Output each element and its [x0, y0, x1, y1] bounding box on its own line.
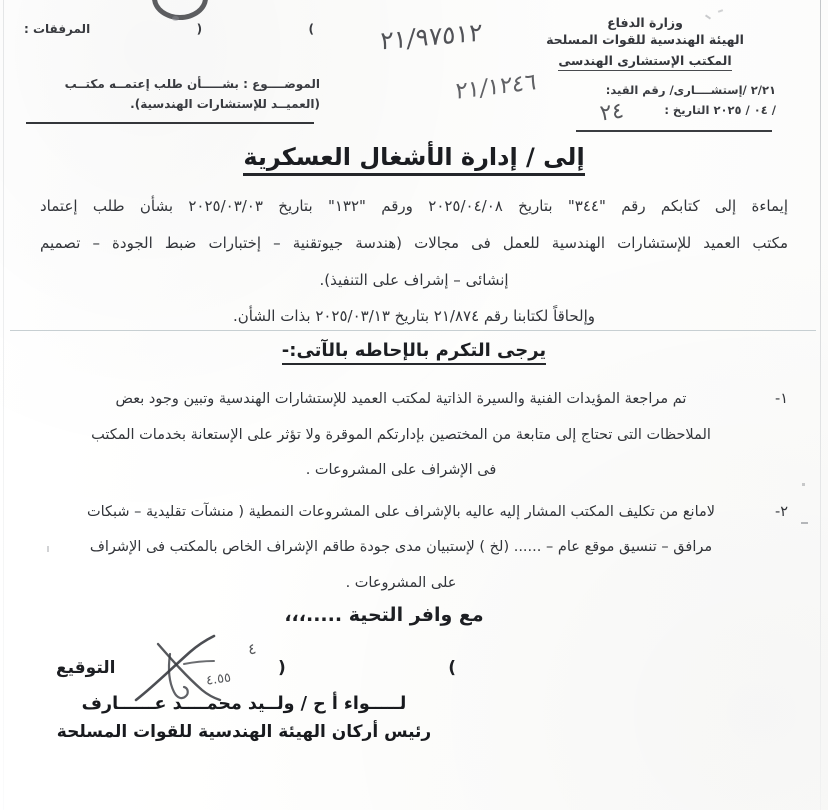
list-item-line: لامانع من تكليف المكتب المشار إليه عاليه بالإشراف على المشروعات النمطية ( منشآت تقليدية – شبكات [86, 503, 716, 520]
attachments-row [24, 22, 314, 36]
list-item-line: مرافق – تنسيق موقع عام – ...... (لخ ) لإستبيان مدى جودة طاقم الإشراف الخاص بالمكتب فى الإشراف [89, 539, 713, 556]
body-line: إيماءة إلى كتابكم رقم "٣٤٤" بتاريخ ٢٠٢٥/٠٤/٠٨ ورقم "١٣٢" بتاريخ ٢٠٢٥/٠٣/٠٣ بشأن طلب إعتماد [40, 197, 789, 215]
attachments-label: المرفقات : [24, 22, 91, 36]
numbered-items-list [40, 382, 788, 607]
body-line: وإلحاقاً لكتابنا رقم ٢١/٨٧٤ بتاريخ ٢٠٢٥/٠٣/١٣ بذات الشأن. [232, 307, 596, 326]
date-label: التاريخ : [664, 103, 710, 118]
list-item-number: ١- [774, 391, 788, 407]
subject-block [20, 74, 320, 115]
list-item-line: الملاحظات التى تحتاج إلى متابعة من المختصين بإدارتكم الموقرة ولا تؤثر على الإستعانة بخدمات المكتب [91, 426, 711, 443]
body-line: مكتب العميد للإستشارات الهندسية للعمل فى مجالات (هندسة جيوتقنية – إختبارات ضبط الجودة – تصميم [40, 233, 788, 252]
date-row [508, 100, 776, 120]
handwritten-date-scrawl: ٢٤ [598, 98, 626, 127]
list-item [40, 495, 788, 602]
list-item-line: تم مراجعة المؤيدات الفنية والسيرة الذاتية لمكتب العميد للإستشارات الهندسية وتبين وجود بعض [115, 391, 687, 407]
letterhead-reference-block [508, 80, 776, 120]
handwritten-registration-scrawl: ٢١/١٢٤٦ [455, 68, 537, 106]
document-header [0, 0, 828, 145]
registration-value: ٢/٢١ /إستشــــارى/ [669, 83, 776, 97]
list-item-number: ٢- [774, 503, 788, 520]
signature-open-paren: ( [277, 658, 286, 678]
body-line: إنشائى – إشراف على التنفيذ). [319, 270, 509, 289]
letterhead-organization [520, 14, 770, 71]
office-name: المكتب الإستشارى الهندسى [558, 52, 731, 71]
subject-label: الموضــــوع : [243, 77, 320, 91]
subject-text: بشـــــأن طلب إعتمــه مكتــب (العميــد للإستشارات الهندسية). [64, 77, 320, 112]
scan-speck [801, 522, 808, 524]
handwritten-registration-number: ٢١/٩٧٥١٢ [379, 17, 483, 56]
handwritten-mark: ٤.٥٥ [205, 670, 233, 689]
page-title-text: إلى / إدارة الأشغال العسكرية [243, 143, 584, 176]
list-item-line: فى الإشراف على المشروعات . [305, 462, 497, 479]
subject-underline [26, 122, 314, 124]
letterhead-underline [576, 130, 772, 132]
date-value: / ٠٤ / ٢٠٢٥ [713, 103, 776, 118]
attachments-close-paren: ) [308, 22, 314, 36]
body-paragraph [40, 188, 788, 335]
list-item [40, 382, 788, 489]
registration-label: رقم القيد: [605, 83, 666, 97]
list-item-line: على المشروعات . [345, 574, 457, 591]
closing-salutation: مع وافر التحية .....،،، [284, 604, 484, 626]
request-heading [0, 340, 828, 365]
signatory-name: لـــــواء أ ح / ولــيد محمــــد عــــــارف [81, 694, 407, 714]
scan-speck [802, 483, 805, 486]
attachments-open-paren: ( [196, 22, 203, 36]
list-item-text [40, 495, 762, 602]
registration-row [508, 80, 776, 100]
page-title [0, 143, 828, 176]
section-divider [10, 330, 816, 331]
request-heading-text: يرجى التكرم بالإحاطه بالآتى:- [282, 340, 546, 365]
signature-block [0, 639, 828, 788]
handwritten-mark: ٤ [246, 639, 258, 659]
list-item-text [40, 382, 762, 489]
signature-close-paren: ) [448, 658, 456, 678]
signatory-role: رئيس أركان الهيئة الهندسية للقوات المسلحة [56, 722, 432, 742]
authority-name: الهيئة الهندسية للقوات المسلحة [546, 32, 744, 48]
signature-label: التوقيع [56, 658, 116, 678]
ministry-name: وزارة الدفاع [607, 15, 683, 30]
signature-label-row [56, 658, 456, 678]
